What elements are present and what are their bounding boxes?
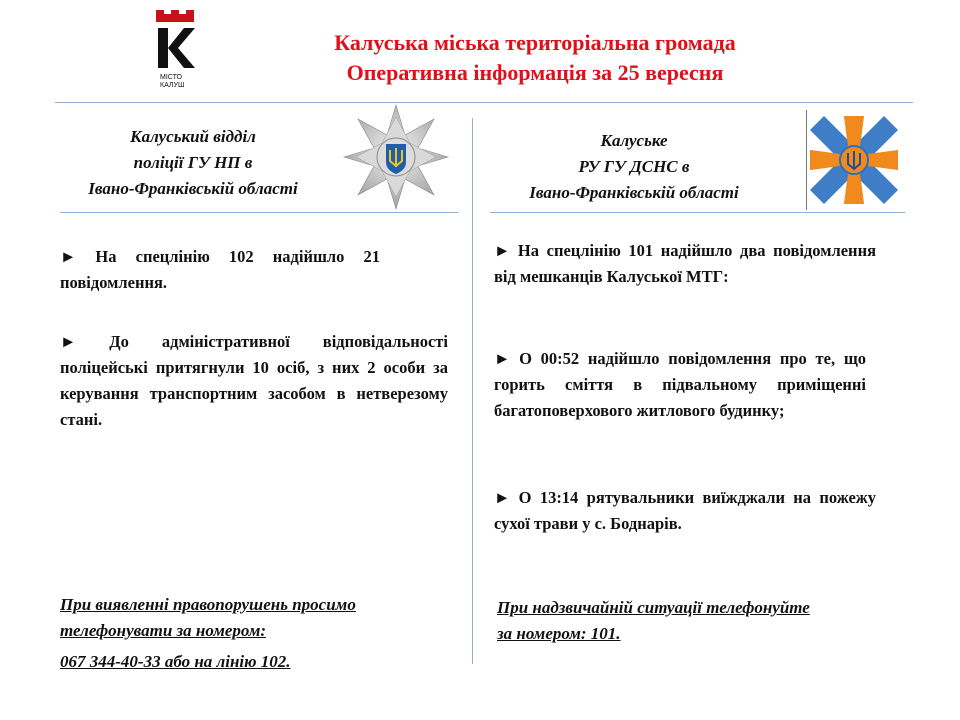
city-logo-icon [152,10,198,94]
logo-caption-2: КАЛУШ [160,82,185,89]
dsns-note-line-2: за номером: 101. [497,624,621,643]
police-title-line-3: Івано-Франківській області [88,179,298,198]
page-title [240,28,830,88]
police-paragraph-1: ► На спецлінію 102 надійшло 21 повідомлення. [60,247,380,292]
police-phone: 067 344-40-33 або на лінію 102. [60,652,291,671]
title-line-1: Калуська міська територіальна громада [334,30,736,55]
dsns-title-line-2: РУ ГУ ДСНС в [578,157,690,176]
police-title-line-1: Калуський відділ [130,127,256,146]
logo-caption-1: МІСТО [160,74,183,81]
dsns-note-line-1: При надзвичайній ситуації телефонуйте [497,598,810,617]
dsns-paragraph-2: ► О 00:52 надійшло повідомлення про те, що горить сміття в підвальному приміщенні багатоповерхового житлового будинку; [494,349,866,420]
dsns-title-line-3: Івано-Франківській області [529,183,739,202]
header-divider [55,102,913,103]
police-note-line-2: телефонувати за номером: [60,621,267,640]
dsns-paragraph-1: ► На спецлінію 101 надійшло два повідомлення від мешканців Калуської МТГ: [494,241,876,286]
dsns-cross-icon [806,110,902,210]
city-logo [152,10,198,94]
title-line-2: Оперативна інформація за 25 вересня [346,60,724,85]
dsns-title-line-1: Калуське [600,131,668,150]
dsns-paragraph-3: ► О 13:14 рятувальники виїжджали на пожежу сухої трави у с. Боднарів. [494,488,876,533]
police-note-line-1: При виявленні правопорушень просимо [60,595,356,614]
police-star-icon [342,103,450,211]
police-divider [60,212,458,213]
police-unit-title [48,124,338,202]
police-paragraph-2: ► До адміністративної відповідальності поліцейські притягнули 10 осіб, з них 2 особи за керування транспортним засобом в нетверезому стані. [60,332,448,429]
dsns-unit-title [494,128,774,206]
column-divider [472,118,473,664]
dsns-divider [490,212,905,213]
police-title-line-2: поліції ГУ НП в [133,153,253,172]
